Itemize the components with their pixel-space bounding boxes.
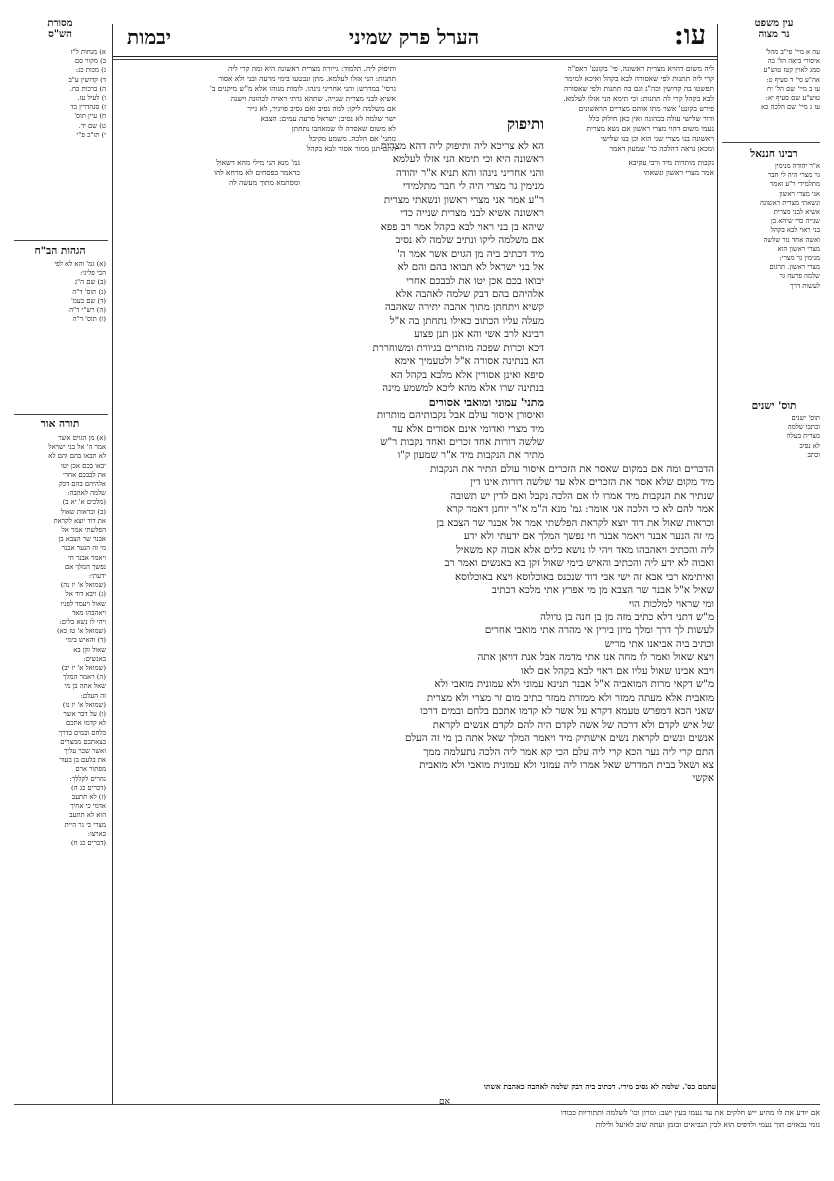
torah-or-line: לא קדמו אתכם — [65, 719, 106, 728]
torah-or-line: ואשר שכר עליך — [64, 746, 106, 755]
torah-or-line: אבנר שר הצבא בן — [58, 535, 106, 544]
torah-or-line: (ה) ויאמר המלך — [63, 673, 106, 682]
torah-or-line: (ב) וכראות שאול — [60, 507, 106, 516]
tosafot-line: קרי ליה תתנות לפי שאסורה לבא בקהל ואיכא למימר — [564, 74, 714, 83]
main-line: ר"ע אמר אני מצרי ראשון ונשאתי מצרית — [383, 194, 544, 206]
divider — [722, 142, 820, 143]
main-line: מי זה הנער אבנר ויאמר אבנר חי נפשך המלך אם ידעתי ולא ידע — [463, 531, 714, 543]
main-line: דכא וכרות שפכה מותרים בגיורת ומשוחררת — [372, 342, 544, 354]
tosafot-yeshanim-line: תוס' ישנים — [791, 414, 820, 422]
main-line: מעלה עליו הכתוב כאילו נתחתן בה א"ל — [389, 315, 544, 327]
opening-word: ותיפוק — [507, 118, 544, 133]
main-line: מנימין גר מצרי היה לי חבר מתלמידי — [402, 181, 544, 193]
torah-or-line: (דברים כג ח) — [70, 838, 106, 847]
rashi-line: גרסי' במדרש: והני אחריני נינהו. לומות מנוהו אלא מ"ש מיקנים ב' — [209, 84, 396, 93]
hagahot-line: (ג) תוס' ד"ה — [72, 287, 106, 296]
mishnah-heading-line: מתני' עמוני ומואבי אסורים — [428, 395, 544, 409]
torah-or-line: את לבבכם אחרי — [62, 470, 106, 479]
main-line: ראשונה היא וכי תימא הני אזלו לעלמא — [392, 154, 544, 166]
rashi-line: כדאמר בפסחים לא מרחא להו — [214, 168, 300, 177]
chananel-line: שנייה כדי שיהא בן — [771, 217, 820, 226]
page-header — [112, 20, 716, 54]
torah-or-line: (דברים כג ה) — [70, 783, 106, 792]
mesoret-line: ב) מקור סם — [74, 57, 106, 66]
chananel-line: א"ר יהודה מנימין — [774, 162, 820, 170]
rabbeinu-chananel-title: רבינו חננאל — [750, 148, 798, 160]
hagahot-title: הגהות הב"ח — [34, 245, 86, 257]
ein-mishpat-line: איסורי ביאה הל' כה — [767, 57, 820, 66]
main-line: מ"ש דקאי מרות המואביה א"ל אבנר תנינא עמוני ולא עמונית מואבי ולא — [434, 679, 714, 691]
mesoret-line: ג) מכות כג: — [75, 66, 106, 75]
tosafot-yeshanim-line: מצרית בעלה — [786, 432, 820, 441]
main-line: מיד מקום שלא אסר את הזכרים אלא עד שלשה דורות אינו דין — [470, 477, 714, 489]
rashi-line: אם משלמה ליקו: למה נסיב ואם נסיב פויגיר, לא גייר — [247, 104, 396, 113]
torah-or-line: זה העלם: — [80, 691, 106, 700]
torah-or-line: אלהיהם בהם דבק — [58, 480, 106, 489]
main-line: התם קרי ליה נער הכא קרי ליה עלם הכי קא אמר ליה הלכה נתעלמה ממך — [423, 746, 714, 758]
tosafot-yeshanim-line: וכתבו שלמה — [787, 423, 820, 432]
main-text-opening — [304, 118, 544, 138]
ein-mishpat-title: עין משפט נר מצוה — [754, 18, 794, 40]
chananel-line: גר מצרי היה לי חבר — [767, 171, 820, 180]
main-line: אם משלמה ליקו ונתיב שלמה לא נסיב — [395, 235, 544, 247]
main-line: אל בני ישראל לא תבואו בהם והם לא — [397, 262, 544, 274]
main-line: אנשים ונשים לקראת נשים אישתיק מיד ויאמר המלך שאל אתה בן מי זה העלם — [404, 733, 714, 745]
torah-or-line: אדמי כי אחיך — [70, 802, 106, 811]
torah-or-line: נהרים לקללך: — [69, 774, 106, 783]
footer-line: נזמי נבאזים תוך נעמי ולדפיס הוא לבין הנביאים ובזמן ועתה שוב לאיעל ולילות — [595, 1120, 820, 1129]
torah-or-line: את בלעם בן בעור — [59, 756, 106, 765]
tosafot-yeshanim-line: וכתב — [807, 450, 820, 459]
mesoret-line: ו) לעיל עז. — [77, 94, 106, 103]
main-line: ואיסורן איסור עולם אבל נקבותיהם מותרות — [376, 410, 544, 422]
right-margin-divider — [717, 24, 718, 1104]
main-line: וכראות שאול את דוד יוצא לקראת הפלשתי אמר אל אבנר שר הצבא בן — [436, 517, 714, 529]
torah-or-line: בארצו: — [87, 829, 106, 838]
chananel-line: מנימין גר מצרי: — [779, 254, 820, 263]
torah-or-line: הפלשתי אמר אל — [61, 526, 106, 535]
torah-or-line: בצאתכם ממצרים — [60, 737, 106, 746]
main-line: ואבוה לא ידע ליה והכתיב והאיש בימי שאול זקן בא באנשים ואמר רב — [444, 558, 714, 570]
torah-or-line: מי זה הנער אבנר — [61, 544, 106, 553]
main-line: צא ושאל בבית המדרש שאל אמרו ליה עמוני ולא עמונית מואבי ולא מואבית — [419, 759, 714, 771]
chananel-line: ואשה אחד נזר שלשה — [763, 235, 820, 244]
main-line: ויבא אבינו שאול עליו אם ראוי לבא בקהל אם לאו — [520, 665, 714, 677]
mesoret-line: ח) עיין תוס' — [74, 112, 106, 121]
page-number: עו: — [673, 20, 706, 51]
rashi-line: אשיא לבני מצרית שנייה. שתהא גרתי ראויה לכהונה וישנה — [230, 94, 396, 103]
torah-or-line: בלחם ובמים בדרך — [58, 728, 106, 737]
torah-or-line: (ג) ויבא דוד אל — [65, 590, 106, 599]
torah-or-line: (ז) לא תתעב — [71, 792, 106, 801]
main-line: ומי שראוי למלכות הוי — [628, 598, 714, 610]
torah-or-line: יבאו בכם אכן יטו — [61, 461, 106, 470]
main-line: אמר להם לא כי הלכה אני אומר: גמ' מנא ה"מ א"ר יוחנן דאמר קרא — [446, 504, 714, 516]
torah-or-title: תורה אור — [40, 418, 80, 430]
main-line: שיהא בן בני ראוי לבא בקהל אמר רב פפא — [380, 221, 544, 233]
footer-note-line: עתמם כס'. שלמה לא נסיב מידי. דכתיב ביה דבק שלמה לאהבה כאהבת אשתו — [483, 1082, 716, 1091]
footer-line: אם יודע את לו מהיע ייש חלקים את עד נעמו בעין ישב: ומרון וכו' לשלמה ותתוריות כבודו — [560, 1108, 820, 1117]
tosafot-line: ראשונה בנו מצרי שני הוא וכן בנו שלישי — [600, 134, 714, 143]
main-line: מיד מצרי ואדומי אינם אסורים אלא עד — [392, 423, 544, 435]
rashi-line: תתנות: הני אזלו לעלמא. מתן ונבטעו בימי מרעה ובני ולא אסור — [218, 74, 396, 83]
mesoret-line: ז) סנהדרין כד — [70, 103, 106, 112]
torah-or-line: באנשים: — [83, 654, 106, 663]
mesoret-title: מסורת הש"ס — [47, 18, 73, 40]
torah-or-line: (שמואל א' יז נה) — [60, 581, 106, 590]
divider — [14, 240, 108, 241]
hagahot-line: (ב) שם ה"ג — [74, 278, 106, 287]
torah-or-line: ויהי לו נשא כלים: — [59, 618, 106, 627]
chananel-line: ונשאתי מצרית ראשונה — [759, 198, 820, 207]
torah-or-line: שאול זקן בא — [73, 645, 106, 654]
rashi-line: גמ' מנא הני מילי מהא דשאול — [216, 158, 300, 167]
torah-or-line: (א) מן הגוים אשר — [58, 434, 106, 442]
torah-or-line: אמר ה' אל בני ישראל — [48, 443, 106, 452]
torah-or-line: ויאמר אבנר חי — [68, 553, 106, 562]
torah-or-line: שאל אתה בן מי — [64, 682, 106, 691]
torah-or-line: לא תבאו בהם והם לא — [48, 452, 106, 461]
main-text-wide — [304, 463, 714, 1063]
torah-or-line: שלמה לאהבה: — [67, 489, 106, 498]
main-line: לעשות לך דרך ומלך מיזן בירין אי מהרה אתי מואבי אחרים — [484, 625, 714, 637]
tractate-title: יבמות — [127, 25, 172, 49]
hagahot-line: (א) גמ' והא לא לפי — [54, 260, 106, 268]
mesoret-line: ט) שם יד. — [78, 121, 106, 130]
main-line: והני אחריני נינהו והא תניא א"ר יהודה — [395, 167, 544, 179]
main-line: מיד דכתיב ביה מן הגוים אשר אמר ה' — [396, 248, 544, 260]
main-line: ויצא שאול ואמר לו מחה אנו אתי מדמה אבל אנת דויאן אתה — [477, 652, 714, 664]
main-line: הדברים ומה אם במקום שאסר את הזכרים איסור עולם התיר את הנקבות — [430, 464, 714, 475]
torah-or-line: מפתור ארם — [75, 765, 106, 774]
main-line: שלשה דורות אחד זכרים ואחד נקבות ר"ש — [380, 436, 544, 448]
rashi-line: התם תנן ממזר אסור לבא בקהל — [306, 144, 396, 153]
main-line: של איש לקדם ולא דרכה של אשה לקדם היה להם לקדם אנשים לקראת — [432, 719, 714, 731]
hagahot-line: (ה) רש"י ד"ה — [69, 306, 106, 315]
hagahot-block — [14, 260, 106, 410]
ein-mishpat-line: עו ב מיי' שם הל' יח — [767, 84, 820, 93]
header-rule — [112, 56, 717, 57]
main-line: אלהיהם בהם דבק שלמה לאהבה אלא — [395, 288, 544, 300]
rashi-line: מתני' אם הלכה. משמע מקיבל — [308, 134, 396, 143]
torah-or-line: ויאהבהו מאד — [72, 608, 106, 617]
chananel-line: שלמה פרעה גר — [779, 272, 820, 281]
main-line: הא בנתינה אסורה א"ל ולטעמיך אימא — [394, 356, 544, 368]
main-line: בנתינה שרו אלא מהא ליכא למשמע מינה — [382, 383, 544, 395]
torah-or-block — [14, 434, 106, 1074]
tosafot-line: לבא בקהל קרי לה תתנות: וכי תימא הני אזלו לעלמא. — [563, 94, 714, 103]
ein-mishpat-line: טוש"ע שם סעיף יא: — [765, 94, 820, 103]
header-rule-thin — [112, 59, 717, 60]
rashi-line: ותיפוק ליה. תלמוד: גייורה מצרית ראשונה היא ומה קרי ליה — [227, 64, 396, 73]
main-line: מואבית אלא מעתה ממזר ולא ממזרת ממזר כתיב מום זר מצרי ולא מצרית — [426, 692, 714, 704]
left-margin-divider — [112, 24, 113, 1104]
tosafot-line: ליה משום דהויא מצרית ראשונה. פי' בקונט' דאפ"ה — [567, 64, 714, 73]
chananel-line: מצרי ראשון. תרגום — [769, 263, 820, 272]
torah-or-line: (שמואל א' טז כא) — [57, 627, 106, 636]
torah-or-line: ידעתי: — [88, 572, 106, 581]
mesoret-line: א) מנחות ל"ז — [70, 48, 106, 56]
tosafot-yeshanim-line: לא נסיב — [799, 441, 820, 450]
main-line: סיפא ואינן אסורין אלא מלבא בקהל הא — [390, 369, 544, 381]
divider — [14, 414, 108, 415]
main-line: רבינא לרב אשי והא אנן תנן פצוע — [414, 329, 544, 341]
main-line: שנתיר את הנקבות מיד אמרו לו אם הלכה נקבל ואם לדין יש תשובה — [450, 490, 714, 502]
main-line: אקשי — [692, 773, 714, 785]
tosafot-line: אמר מצרי ראשון ונשאתי — [643, 168, 714, 177]
hagahot-line: (ד) שם בעמ' — [71, 296, 106, 305]
torah-or-line: מצרי כי גר היית — [64, 820, 106, 829]
torah-or-line: את דוד יוצא לקראת — [53, 516, 106, 525]
rashi-line: לא משום שאסרה לו שמאהבו נתחתן — [291, 124, 396, 133]
main-line: מ"ש דתני דלא כתיב מזה מן בן חנה בן גדולה — [540, 611, 714, 623]
chananel-line: אני מצרי ראשון — [779, 189, 820, 198]
mesoret-line: ה) ברכות כח. — [69, 84, 106, 93]
main-line: ליה והכתיב ויאהבהו מאד ויהי לו נושא כלים אלא אבוה קא משאיל — [456, 544, 714, 556]
main-line: ראשונה אשיא לבני מצרית שנייה כדי — [400, 208, 544, 220]
tosafot-line: נקבות מותרות מיד ורבי עקיבא — [628, 158, 714, 167]
tosafot-line: תפשטו בה קדושין וכה"ג וגם בה תתנות ולפי שאסורה — [564, 84, 714, 93]
mesoret-line: ד) קדושין ע"ב — [68, 75, 106, 84]
main-line: ואיתימא רבי אבא זה ישי אבי דוד שנכנס באוכלוסא ויצא באוכלוסא — [454, 571, 714, 583]
chananel-line: לעשות דרך — [790, 281, 820, 290]
main-line: מתיר את הנקבות מיד א"ר שמעון ק"ו — [397, 450, 544, 462]
tosafot-line: נעמי משום דהוי מצרי ראשון אם נשא מצרית — [586, 124, 714, 133]
chananel-line: אשיא לבני מצרית — [773, 208, 820, 217]
tosafot-line: פירש בקונט' אשר מתו אותם מצריים הראשונים — [578, 104, 714, 113]
rashi-line: ישר שלמה לא נסיב: ישראל פרעה עמים: הצבא — [260, 114, 396, 123]
ein-mishpat-line: עה א מיי' פי"ב מהל' — [765, 48, 820, 56]
main-line: יבואו בכם אכן יטו את לבבכם אחרי — [406, 275, 544, 287]
chananel-line: מצרי ראשון הוא — [777, 244, 820, 253]
torah-or-line: שאול ויעמד לפניו — [60, 599, 106, 608]
ein-mishpat-line: עז ג מיי' שם הלכה כא — [760, 103, 820, 112]
hagahot-line: (ו) תוס' ד"ה — [72, 315, 106, 324]
torah-or-line: (ו) על דבר אשר — [63, 710, 106, 719]
tosafot-yeshanim-block — [728, 414, 820, 1054]
main-line: שאני הכא דמפרש טעמא דקרא על אשר לא קדמו אתכם בלחם ובמים דרכו — [420, 706, 714, 718]
torah-or-line: (מלכים א' יא ב) — [62, 498, 106, 507]
chapter-title: הערל פרק שמיני — [348, 25, 480, 49]
torah-or-line: (שמואל א' יז נו) — [62, 700, 106, 709]
main-line: קשיא ויתחתן מתוך אהבה יתירה שאהבה — [385, 302, 544, 314]
torah-or-line: (שמואל א' יז יב) — [61, 664, 106, 673]
chananel-line: בני ראוי לבא בקהל — [770, 226, 820, 235]
footer-rule — [14, 1104, 820, 1105]
main-line: שאיל א"ל אבנר שר הצבא מן מי אפרץ אתי מלכא דכתיב — [491, 585, 714, 597]
ein-mishpat-block — [728, 48, 820, 138]
tosafot-line: ומכאן נראה דהלכה כר' שמעון דאמר — [609, 144, 714, 153]
main-line: וכתיב ביה אביאנו אתי מריש — [604, 638, 714, 650]
torah-or-line: נפשך המלך אם — [64, 562, 106, 571]
torah-or-line: (ד) והאיש בימי — [65, 636, 106, 645]
hagahot-line: הכי פליגי: — [79, 269, 106, 278]
ein-mishpat-line: סמג לאוין קטז טוש"ע — [763, 66, 820, 75]
page-end-word: אם — [438, 1097, 450, 1107]
main-line: הא לא צריכא ליה ותיפוק ליה דהא מצרית — [380, 141, 544, 152]
tosafot-yeshanim-title: תוס' ישנים — [751, 400, 797, 412]
tosafot-line: ודור שלישי עולה בכהונה ואין כאן חילוק כלל — [588, 114, 714, 123]
torah-or-line: הוא לא תתעב — [69, 811, 106, 820]
ein-mishpat-line: אה"ע סי' ד סעיף ט: — [766, 75, 820, 84]
chananel-line: מתלמידי ר"ע ואמר — [769, 180, 820, 189]
mesoret-line: י) תו"כ פ"י — [76, 130, 106, 139]
rashi-column — [116, 158, 300, 718]
rashi-line: ומסתמא מתוך מעשה לה — [228, 178, 300, 187]
